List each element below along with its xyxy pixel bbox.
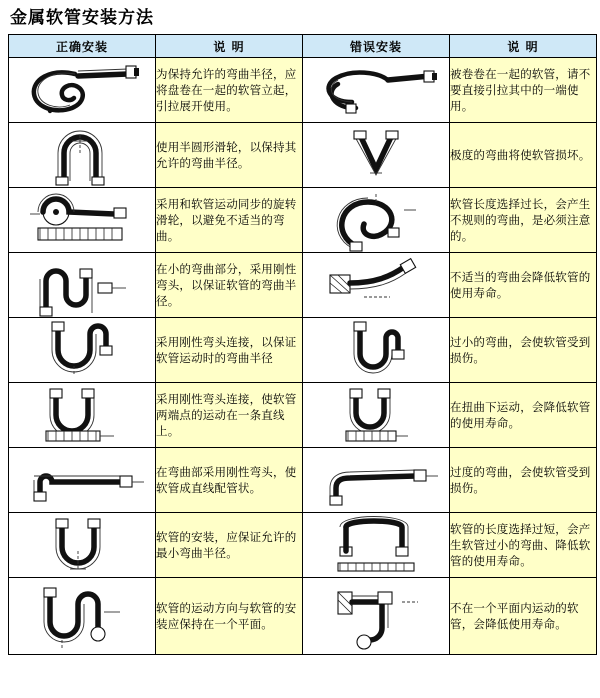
hose-installation-table — [8, 34, 597, 655]
table-row — [9, 448, 597, 513]
figure-hose-over-semicircular-guide — [9, 123, 156, 188]
text-wrong-4: 不适当的弯曲会降低软管的使用寿命。 — [450, 253, 597, 318]
header-correct-install: 正确安装 — [9, 35, 156, 58]
page-title: 金属软管安装方法 — [10, 8, 154, 28]
header-wrong-description: 说 明 — [450, 35, 597, 58]
text-wrong-6: 在扭曲下运动，会降低软管的使用寿命。 — [450, 383, 597, 448]
text-correct-6: 采用刚性弯头连接，使软管两端点的运动在一条直线上。 — [156, 383, 303, 448]
header-wrong-install: 错误安装 — [303, 35, 450, 58]
header-correct-description: 说 明 — [156, 35, 303, 58]
text-wrong-9: 不在一个平面内运动的软管，会降低使用寿命。 — [450, 578, 597, 655]
table-body — [9, 58, 597, 655]
figure-too-small-bend-radius-j — [303, 318, 450, 383]
table-row — [9, 188, 597, 253]
figure-rigid-elbow-straight-run — [9, 448, 156, 513]
table-row — [9, 123, 597, 188]
text-correct-1: 为保持允许的弯曲半径，应将盘卷在一起的软管立起，引拉展开使用。 — [156, 58, 303, 123]
text-correct-8: 软管的安装，应保证允许的最小弯曲半径。 — [156, 513, 303, 578]
figure-hose-with-rotating-pulley-chain — [9, 188, 156, 253]
text-correct-4: 在小的弯曲部分，采用刚性弯头，以保证软管的弯曲半径。 — [156, 253, 303, 318]
table-row — [9, 318, 597, 383]
text-correct-3: 采用和软管运动同步的旋转滑轮，以避免不适当的弯曲。 — [156, 188, 303, 253]
text-correct-7: 在弯曲部采用刚性弯头，使软管成直线配管状。 — [156, 448, 303, 513]
table-row — [9, 383, 597, 448]
figure-hose-sharp-v-bend — [303, 123, 450, 188]
text-wrong-5: 过小的弯曲，会使软管受到损伤。 — [450, 318, 597, 383]
figure-rigid-elbow-small-bend — [9, 253, 156, 318]
text-correct-2: 使用半圆形滑轮，以保持其允许的弯曲半径。 — [156, 123, 303, 188]
table-row — [9, 253, 597, 318]
table-row — [9, 58, 597, 123]
figure-hose-motion-same-plane — [9, 578, 156, 655]
text-wrong-1: 被卷卷在一起的软管，请不要直接引拉其中的一端使用。 — [450, 58, 597, 123]
table-header-row — [9, 35, 597, 58]
figure-hose-twisted-under-motion — [303, 383, 450, 448]
table-header — [9, 35, 597, 58]
figure-hose-motion-out-of-plane — [303, 578, 450, 655]
figure-coiled-hose-pulled-straight — [303, 58, 450, 123]
text-wrong-3: 软管长度选择过长，会产生不规则的弯曲，是必须注意的。 — [450, 188, 597, 253]
figure-excessive-bend-straight-run — [303, 448, 450, 513]
figure-coiled-hose-standing-reel — [9, 58, 156, 123]
text-wrong-8: 软管的长度选择过短，会产生软管过小的弯曲、降低软管的使用寿命。 — [450, 513, 597, 578]
figure-u-hose-minimum-bend-radius — [9, 513, 156, 578]
text-wrong-2: 极度的弯曲将使软管损坏。 — [450, 123, 597, 188]
figure-hose-too-long-irregular-bend — [303, 188, 450, 253]
table-row — [9, 578, 597, 655]
text-correct-5: 采用刚性弯头连接，以保证软管运动时的弯曲半径 — [156, 318, 303, 383]
figure-hose-too-long-small-bend — [303, 513, 450, 578]
text-correct-9: 软管的运动方向与软管的安装应保持在一个平面。 — [156, 578, 303, 655]
figure-improper-bend-at-fitting — [303, 253, 450, 318]
text-wrong-7: 过度的弯曲，会使软管受到损伤。 — [450, 448, 597, 513]
figure-rigid-elbow-u-loop — [9, 318, 156, 383]
table-row — [9, 513, 597, 578]
figure-rigid-elbows-both-ends-u — [9, 383, 156, 448]
